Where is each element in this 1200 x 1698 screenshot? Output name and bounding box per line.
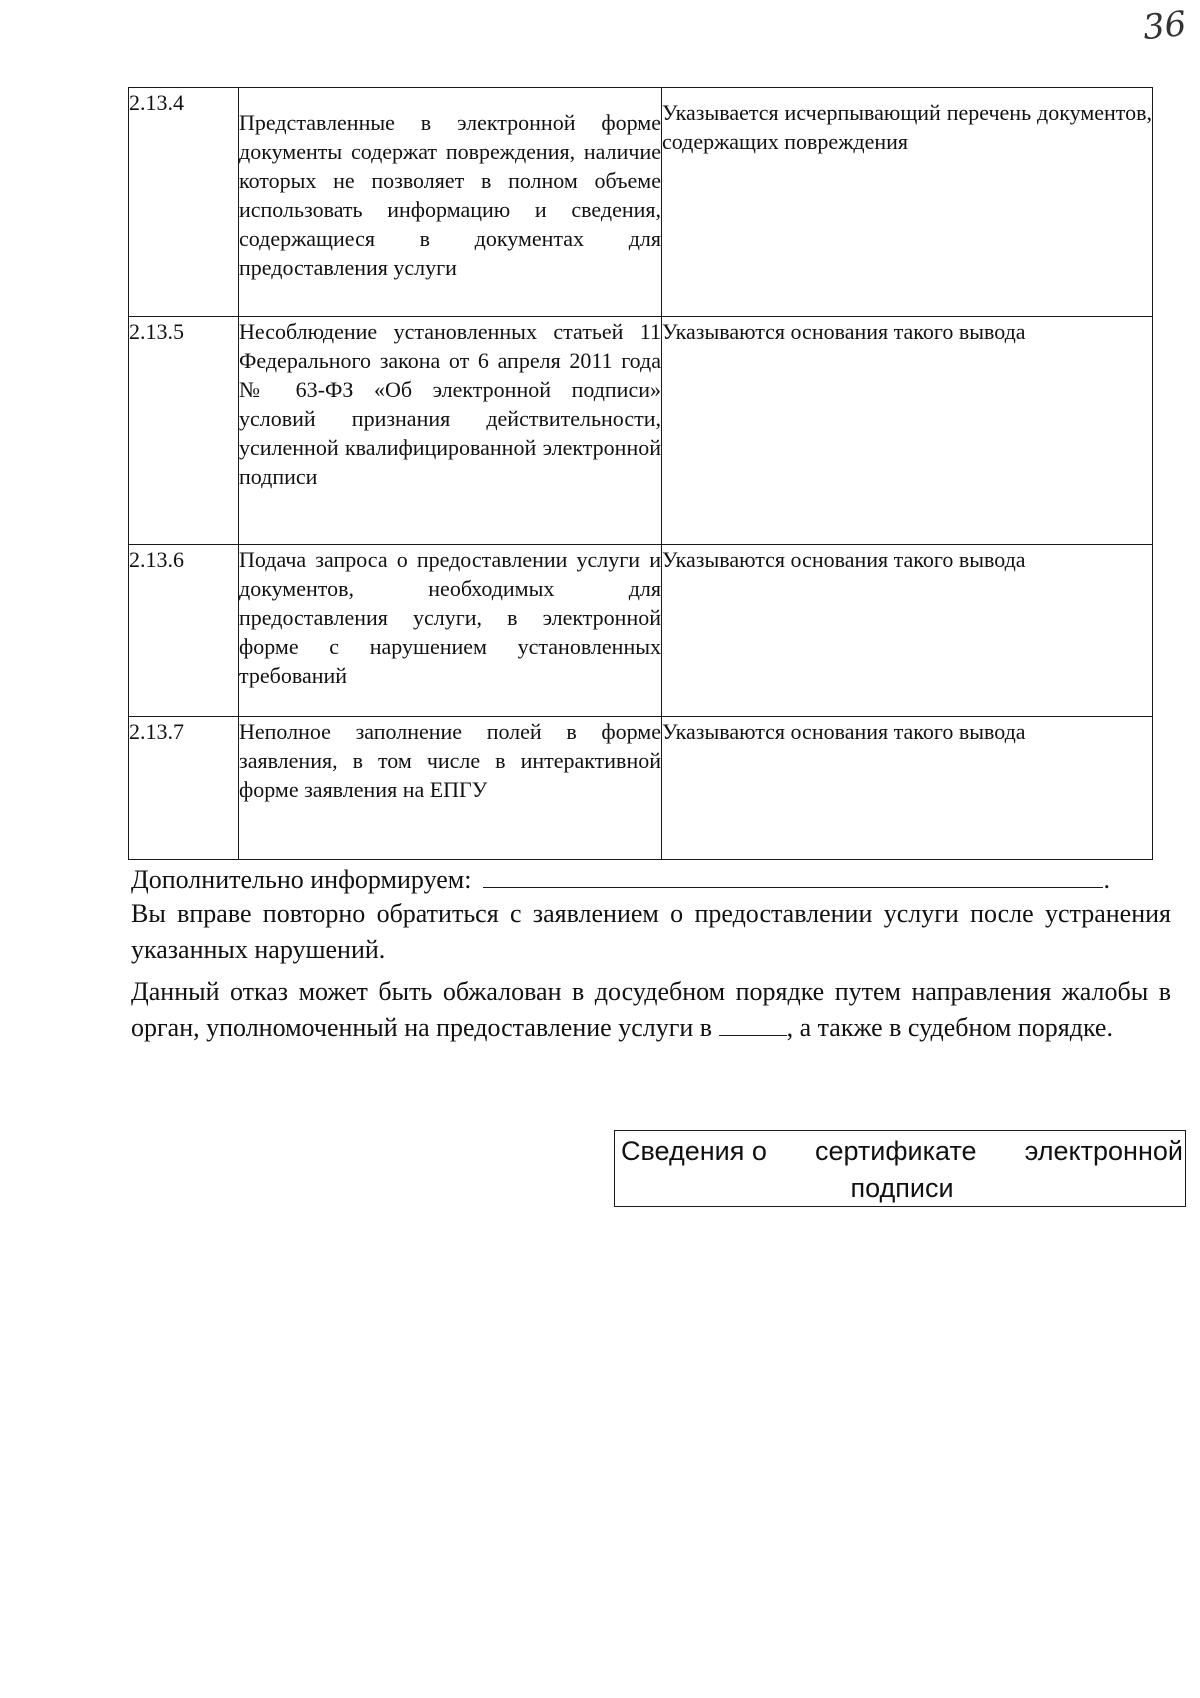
additional-info-blank (483, 867, 1103, 888)
ground-reason: Несоблюдение установленных статьей 11 Федерального закона от 6 апреля 2011 года № 63-ФЗ «Об электронной подписи» условий признания действительности, усиленной квалифицированной электронной подписи (239, 317, 662, 545)
ground-explanation: Указываются основания такого вывода (662, 545, 1153, 717)
ground-code: 2.13.5 (129, 317, 239, 545)
refusal-grounds-table (128, 87, 1153, 860)
certificate-word: подписи (850, 1173, 954, 1203)
signature-certificate-box (614, 1130, 1186, 1207)
ground-reason: Неполное заполнение полей в форме заявления, в том числе в интерактивной форме заявления на ЕПГУ (239, 717, 662, 860)
handwritten-page-number: 36 (1141, 3, 1189, 49)
appeal-text-after: , а также в судебном порядке. (786, 1013, 1113, 1042)
table-row (129, 545, 1153, 717)
certificate-word: сертификате (814, 1136, 977, 1166)
ground-explanation: Указывается исчерпывающий перечень документов, содержащих повреждения (662, 88, 1153, 317)
ground-explanation: Указываются основания такого вывода (662, 317, 1153, 545)
table-row (129, 717, 1153, 860)
ground-explanation: Указываются основания такого вывода (662, 717, 1153, 860)
repeat-application-paragraph: Вы вправе повторно обратиться с заявлением о предоставлении услуги после устранения указанных нарушений. (131, 899, 1171, 964)
appeal-paragraph (131, 974, 1171, 1046)
ground-code: 2.13.4 (129, 88, 239, 317)
ground-reason: Представленные в электронной форме документы содержат повреждения, наличие которых не позволяет в полном объеме использовать информацию и сведения, содержащиеся в документах для предоставления услуги (239, 88, 662, 317)
certificate-word: электронной (1024, 1136, 1183, 1166)
ground-code: 2.13.6 (129, 545, 239, 717)
authority-blank (719, 1015, 787, 1036)
additional-info-end: . (1103, 865, 1110, 894)
additional-info-line (131, 862, 1171, 898)
ground-reason: Подача запроса о предоставлении услуги и документов, необходимых для предоставления услуги, в электронной форме с нарушением установленных требований (239, 545, 662, 717)
additional-info-label: Дополнительно информируем: (131, 865, 472, 894)
certificate-word: Сведения о (621, 1136, 767, 1166)
table-row (129, 88, 1153, 317)
appeal-text-before: Данный отказ может быть обжалован в досудебном порядке путем направления жалобы в орган, уполномоченный на предоставление услуги в (131, 977, 1171, 1042)
ground-code: 2.13.7 (129, 717, 239, 860)
table-row (129, 317, 1153, 545)
